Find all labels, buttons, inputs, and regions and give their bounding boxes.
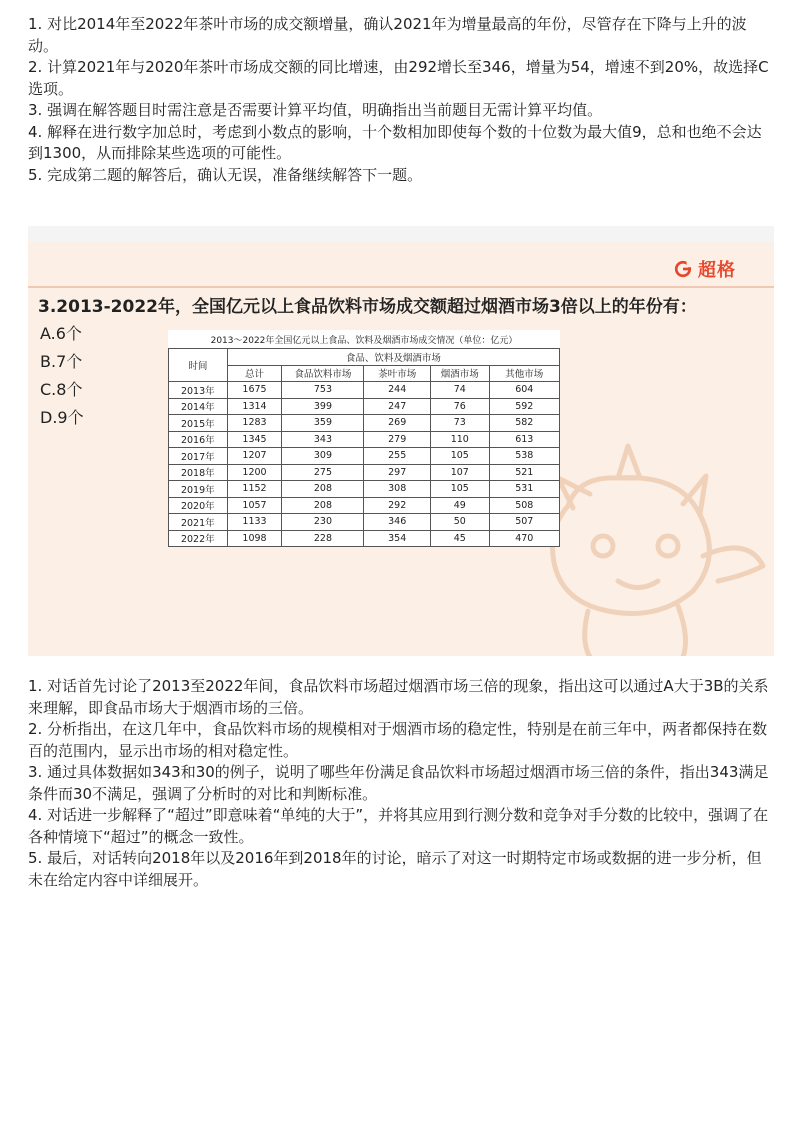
table-body <box>169 382 560 547</box>
note-item: 4. 对话进一步解释了“超过”即意味着“单纯的大于”，并将其应用到行测分数和竞争对手分数的比较中，强调了在各种情境下“超过”的概念一致性。 <box>28 806 769 846</box>
value-cell: 76 <box>430 398 489 415</box>
table-row <box>169 464 560 481</box>
question-text: 3.2013-2022年，全国亿元以上食品饮料市场成交额超过烟酒市场3倍以上的年份有： <box>38 297 697 317</box>
column-header: 茶叶市场 <box>364 365 430 382</box>
value-cell: 508 <box>489 497 559 514</box>
value-cell: 343 <box>282 431 364 448</box>
year-cell: 2020年 <box>169 497 228 514</box>
value-cell: 230 <box>282 514 364 531</box>
value-cell: 1098 <box>227 530 282 547</box>
value-cell: 292 <box>364 497 430 514</box>
year-cell: 2014年 <box>169 398 228 415</box>
value-cell: 244 <box>364 382 430 399</box>
value-cell: 582 <box>489 415 559 432</box>
value-cell: 592 <box>489 398 559 415</box>
brand-logo <box>674 256 736 282</box>
year-cell: 2019年 <box>169 481 228 498</box>
value-cell: 346 <box>364 514 430 531</box>
value-cell: 1283 <box>227 415 282 432</box>
value-cell: 49 <box>430 497 489 514</box>
value-cell: 1314 <box>227 398 282 415</box>
lecture-slide <box>28 226 774 656</box>
note-item: 1. 对话首先讨论了2013至2022年间，食品饮料市场超过烟酒市场三倍的现象，指出这可以通过A大于3B的关系来理解，即食品市场大于烟酒市场的三倍。 <box>28 677 769 717</box>
value-cell: 105 <box>430 448 489 465</box>
brand-logo-text: 超格 <box>698 260 736 281</box>
note-item: 5. 完成第二题的解答后，确认无误，准备继续解答下一题。 <box>28 165 423 184</box>
value-cell: 604 <box>489 382 559 399</box>
value-cell: 208 <box>282 497 364 514</box>
note-item: 2. 计算2021年与2020年茶叶市场成交额的同比增速，由292增长至346，增量为54，增速不到20%，故选择C选项。 <box>28 58 769 98</box>
table-row <box>169 431 560 448</box>
value-cell: 105 <box>430 481 489 498</box>
value-cell: 309 <box>282 448 364 465</box>
year-cell: 2015年 <box>169 415 228 432</box>
brand-g-icon <box>674 260 692 278</box>
value-cell: 228 <box>282 530 364 547</box>
value-cell: 1152 <box>227 481 282 498</box>
header-group: 食品、饮料及烟酒市场 <box>227 349 559 366</box>
note-item: 3. 强调在解答题目时需注意是否需要计算平均值，明确指出当前题目无需计算平均值。 <box>28 101 603 119</box>
value-cell: 507 <box>489 514 559 531</box>
option-d: D.9个 <box>40 408 84 427</box>
option-c: C.8个 <box>40 380 83 399</box>
value-cell: 1675 <box>227 382 282 399</box>
summary-notes-top <box>28 14 774 186</box>
option-a: A.6个 <box>40 324 82 343</box>
value-cell: 247 <box>364 398 430 415</box>
value-cell: 107 <box>430 464 489 481</box>
note-item: 4. 解释在进行数字加总时，考虑到小数点的影响，十个数相加即使每个数的十位数为最大值9，总和也绝不会达到1300，从而排除某些选项的可能性。 <box>28 122 762 162</box>
value-cell: 208 <box>282 481 364 498</box>
value-cell: 308 <box>364 481 430 498</box>
value-cell: 1200 <box>227 464 282 481</box>
value-cell: 613 <box>489 431 559 448</box>
table-row <box>169 514 560 531</box>
value-cell: 538 <box>489 448 559 465</box>
value-cell: 1057 <box>227 497 282 514</box>
table-row <box>169 415 560 432</box>
slide-top-band <box>28 226 774 242</box>
year-cell: 2022年 <box>169 530 228 547</box>
value-cell: 269 <box>364 415 430 432</box>
value-cell: 73 <box>430 415 489 432</box>
table-row <box>169 398 560 415</box>
year-cell: 2018年 <box>169 464 228 481</box>
value-cell: 45 <box>430 530 489 547</box>
value-cell: 297 <box>364 464 430 481</box>
header-time: 时间 <box>169 349 228 382</box>
table-row <box>169 530 560 547</box>
value-cell: 354 <box>364 530 430 547</box>
note-item: 5. 最后，对话转向2018年以及2016年到2018年的讨论，暗示了对这一时期特定市场或数据的进一步分析，但未在给定内容中详细展开。 <box>28 849 762 889</box>
column-header: 总计 <box>227 365 282 382</box>
market-data-table <box>168 348 560 547</box>
table-row <box>169 481 560 498</box>
value-cell: 74 <box>430 382 489 399</box>
value-cell: 1345 <box>227 431 282 448</box>
year-cell: 2013年 <box>169 382 228 399</box>
answer-options <box>40 320 84 432</box>
table-row <box>169 497 560 514</box>
table-title: 2013～2022年全国亿元以上食品、饮料及烟酒市场成交情况（单位：亿元） <box>210 336 518 346</box>
column-header: 其他市场 <box>489 365 559 382</box>
table-row <box>169 382 560 399</box>
value-cell: 753 <box>282 382 364 399</box>
table-row <box>169 448 560 465</box>
note-item: 3. 通过具体数据如343和30的例子，说明了哪些年份满足食品饮料市场超过烟酒市场三倍的条件，指出343满足条件而30不满足，强调了分析时的对比和判断标准。 <box>28 763 769 803</box>
value-cell: 1207 <box>227 448 282 465</box>
value-cell: 275 <box>282 464 364 481</box>
value-cell: 110 <box>430 431 489 448</box>
column-header: 食品饮料市场 <box>282 365 364 382</box>
year-cell: 2021年 <box>169 514 228 531</box>
value-cell: 359 <box>282 415 364 432</box>
value-cell: 470 <box>489 530 559 547</box>
column-header: 烟酒市场 <box>430 365 489 382</box>
slide-divider <box>28 286 774 288</box>
summary-notes-bottom <box>28 676 774 891</box>
value-cell: 279 <box>364 431 430 448</box>
value-cell: 521 <box>489 464 559 481</box>
market-data-table-container <box>168 330 560 547</box>
option-b: B.7个 <box>40 352 83 371</box>
value-cell: 399 <box>282 398 364 415</box>
value-cell: 1133 <box>227 514 282 531</box>
note-item: 2. 分析指出，在这几年中，食品饮料市场的规模相对于烟酒市场的稳定性，特别是在前三年中，两者都保持在数百的范围内，显示出市场的相对稳定性。 <box>28 720 768 760</box>
value-cell: 531 <box>489 481 559 498</box>
year-cell: 2017年 <box>169 448 228 465</box>
value-cell: 255 <box>364 448 430 465</box>
table-subheader-row <box>169 365 560 382</box>
table-header-row <box>169 349 560 366</box>
note-item: 1. 对比2014年至2022年茶叶市场的成交额增量，确认2021年为增量最高的年份，尽管存在下降与上升的波动。 <box>28 15 747 55</box>
year-cell: 2016年 <box>169 431 228 448</box>
value-cell: 50 <box>430 514 489 531</box>
